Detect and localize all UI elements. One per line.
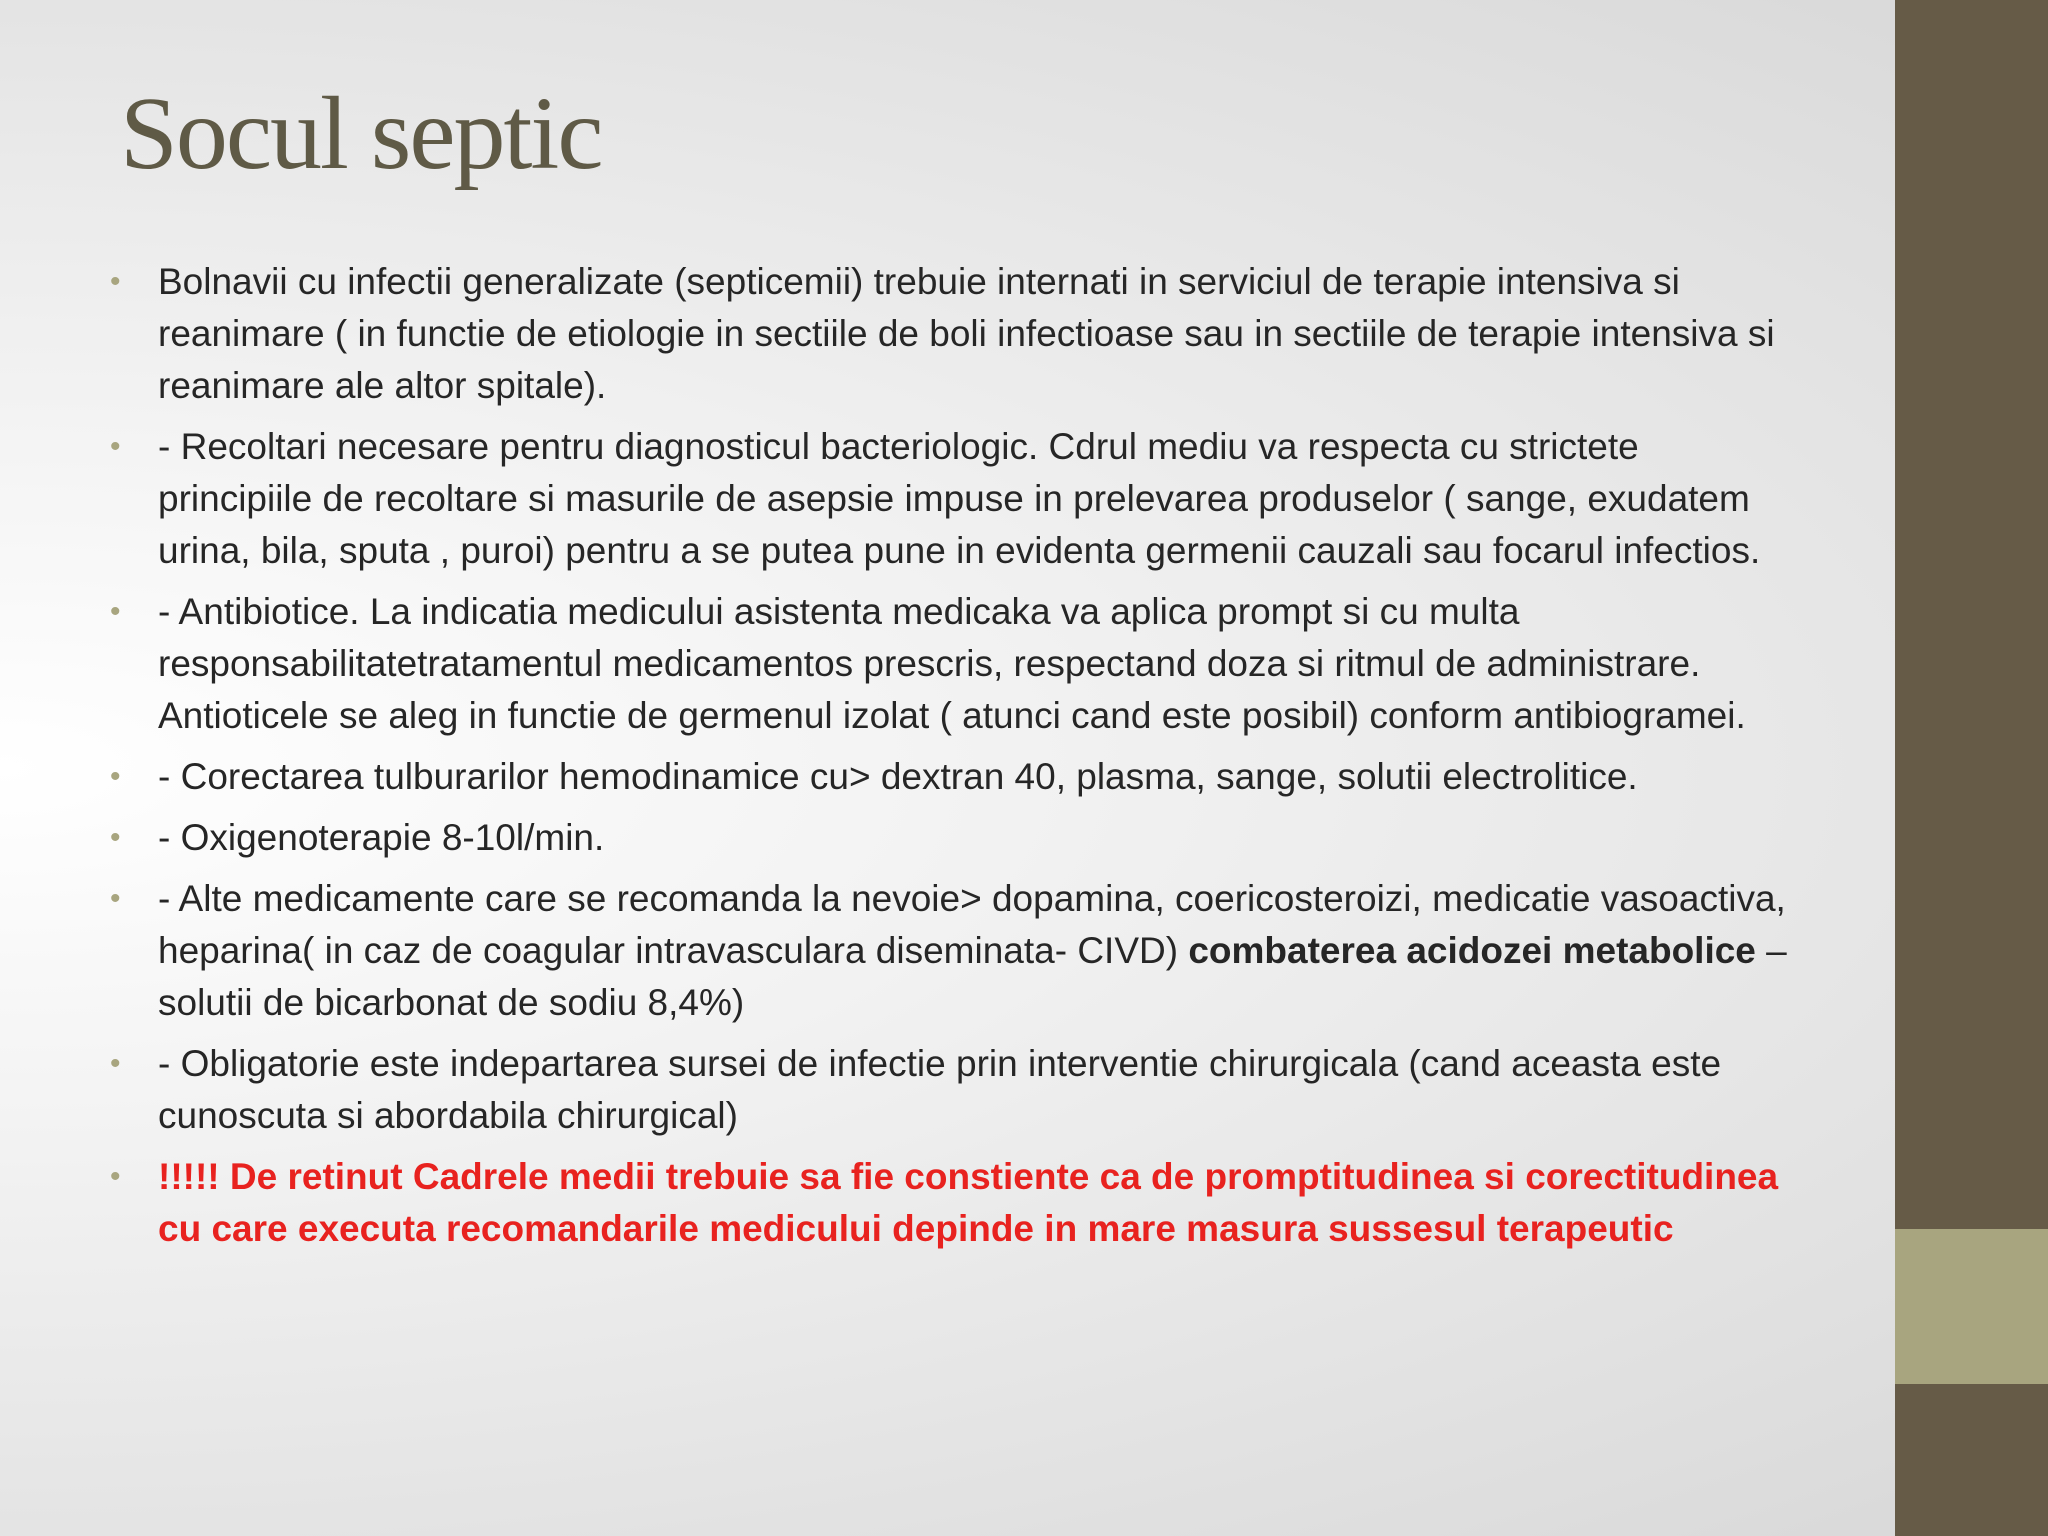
bullet-text-part: - Alte medicamente care se recomanda la nevoie> dopamina, coericosteroizi, medicatie vasoactiva, heparina( in caz de coagular intravasculara diseminata- CIVD): [158, 878, 1786, 971]
slide-title: Socul septic: [120, 76, 602, 191]
bullet-item: [110, 812, 1790, 864]
bullet-item: [110, 751, 1790, 803]
bullet-marker: •: [110, 760, 121, 793]
bullet-marker: •: [110, 821, 121, 854]
bullet-item: [110, 1038, 1790, 1142]
bullet-item: [110, 421, 1790, 577]
important-note-text: !!!!! De retinut Cadrele medii trebuie sa fie constiente ca de promptitudinea si corectitudinea cu care executa recomandarile medicului depinde in mare masura sussesul terapeutic: [158, 1156, 1779, 1249]
bullet-text-bold: combaterea acidozei metabolice: [1188, 930, 1756, 971]
bullet-list: [110, 256, 1790, 1264]
sidebar-accent-decoration: [1895, 1229, 2048, 1384]
bullet-marker: •: [110, 430, 121, 463]
bullet-marker: •: [110, 1047, 121, 1080]
bullet-text: [158, 878, 1787, 1023]
bullet-item: [110, 873, 1790, 1029]
bullet-item-important: [110, 1151, 1790, 1255]
bullet-text: - Obligatorie este indepartarea sursei de infectie prin interventie chirurgicala (cand aceasta este cunoscuta si abordabila chirurgical): [158, 1043, 1722, 1136]
bullet-text: - Oxigenoterapie 8-10l/min.: [158, 817, 605, 858]
bullet-marker: •: [110, 882, 121, 915]
bullet-text: - Recoltari necesare pentru diagnosticul bacteriologic. Cdrul mediu va respecta cu strictete principiile de recoltare si masurile de asepsie impuse in prelevarea produselor ( sange, exudatem urina, bila, sputa , puroi) pentru a se putea pune in evidenta germenii cauzali sau focarul infectios.: [158, 426, 1761, 571]
bullet-item: [110, 586, 1790, 742]
bullet-marker: •: [110, 595, 121, 628]
bullet-marker: •: [110, 1160, 121, 1193]
bullet-marker: •: [110, 265, 121, 298]
bullet-text: Bolnavii cu infectii generalizate (septicemii) trebuie internati in serviciul de terapie intensiva si reanimare ( in functie de etiologie in sectiile de boli infectioase sau in sectiile de terapie intensiva si reanimare ale altor spitale).: [158, 261, 1775, 406]
bullet-text-part: –solutii de bicarbonat de sodiu 8,4%): [158, 930, 1787, 1023]
bullet-item: [110, 256, 1790, 412]
bullet-text: - Antibiotice. La indicatia medicului asistenta medicaka va aplica prompt si cu multa responsabilitatetratamentul medicamentos prescris, respectand doza si ritmul de administrare. Antioticele se aleg in functie de germenul izolat ( atunci cand este posibil) conform antibiogramei.: [158, 591, 1746, 736]
bullet-text: - Corectarea tulburarilor hemodinamice cu> dextran 40, plasma, sange, solutii electrolitice.: [158, 756, 1638, 797]
